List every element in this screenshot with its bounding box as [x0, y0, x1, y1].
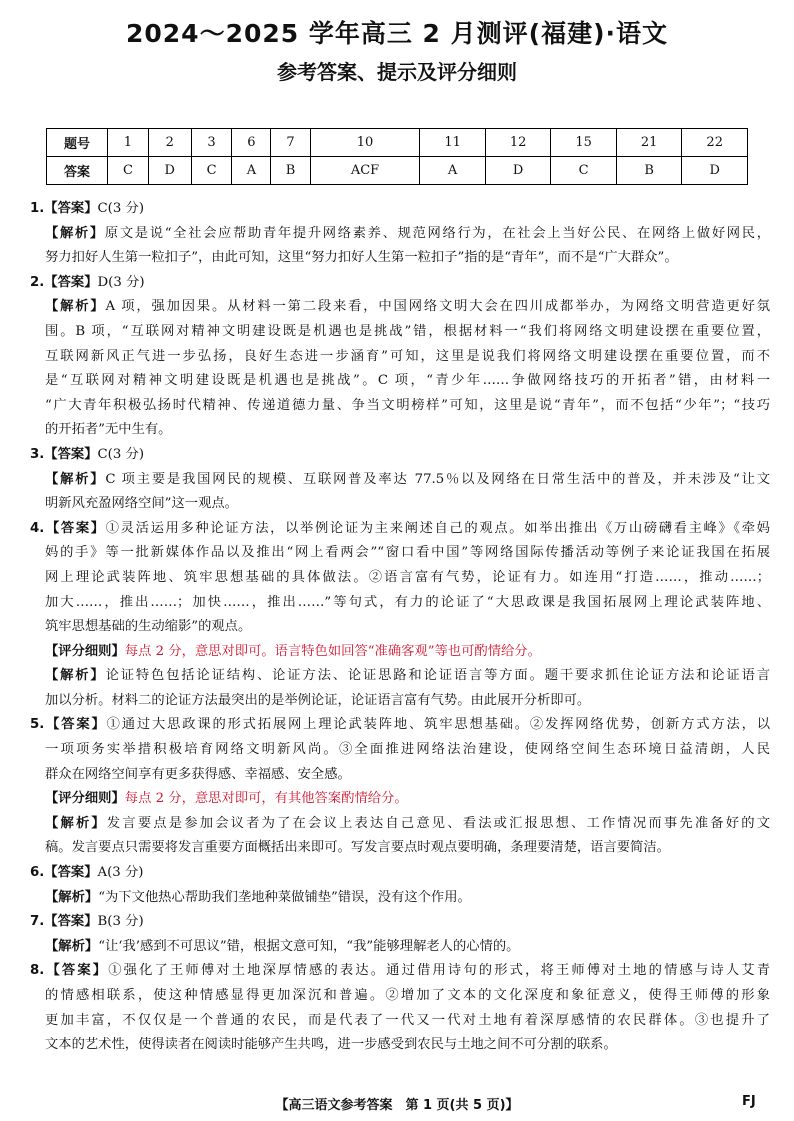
answer-cell: A: [232, 157, 271, 185]
q2-analysis-line: 互联网新风正气进一步弘扬，良好生态进一步涵育”可知，这里是说我们将网络文明建设摆在重要位置，而不: [45, 348, 770, 364]
answer-row: [47, 157, 748, 185]
answer-cell: B: [271, 157, 310, 185]
question-5-block: [30, 713, 770, 861]
question-number-cell: 10: [310, 129, 420, 157]
question-number-cell: 12: [485, 129, 551, 157]
q1-answer: 1.【答案】C(3 分): [30, 201, 145, 216]
q5-scoring-rubric: 【评分细则】每点 2 分，意思对即可，有其他答案酌情给分。: [45, 791, 408, 807]
region-code: FJ: [742, 1094, 756, 1109]
page-subtitle: 参考答案、提示及评分细则: [277, 60, 517, 84]
q8-answer-line: 文本的艺术性，使得读者在阅读时能够产生共鸣，进一步感受到农民与土地之间不可分割的联系。: [45, 1037, 617, 1053]
q5-answer-line: 5.【答案】①通过大思政课的形式拓展网上理论武装阵地、筑牢思想基础。②发挥网络优势，创新方式方法，以: [30, 717, 770, 733]
q6-analysis-line: 【解析】“为下文他热心帮助我们垄地种菜做铺垫”错误，没有这个作用。: [45, 889, 471, 905]
answer-cell: B: [616, 157, 682, 185]
answer-content: [30, 197, 770, 1058]
q3-answer: 3.【答案】C(3 分): [30, 446, 145, 462]
question-number-cell: 22: [682, 129, 748, 157]
question-7-block: [30, 910, 770, 959]
q2-analysis-line: 的开拓者”无中生有。: [45, 422, 172, 438]
answer-cell: C: [551, 157, 617, 185]
q4-answer-line: 加大……，推出……；加快……，推出……”等句式，有力的论证了“大思政课是我国拓展网上理论武装阵地、: [45, 594, 770, 610]
q2-analysis-line: “广大青年积极弘扬时代精神、传递道德力量、争当文明榜样”可知，这里是说“青年”，而不包括“少年”；“技巧: [45, 397, 770, 413]
question-number-cell: 15: [551, 129, 617, 157]
q3-analysis-line: 明新风充盈网络空间”这一观点。: [45, 496, 238, 512]
q8-answer-line: 更加丰富，不仅仅是一个普通的农民，而是代表了一代又一代对土地有着深厚感情的农民群体。③也提升了: [45, 1012, 770, 1028]
q8-answer-line: 8.【答案】①强化了王师傅对土地深厚情感的表达。通过借用诗句的形式，将王师傅对土地的情感与诗人艾青: [30, 963, 771, 979]
question-8-block: [30, 959, 770, 1057]
answer-cell: C: [191, 157, 232, 185]
page-title: 2024～2025 学年高三 2 月测评(福建)·语文: [125, 19, 669, 48]
q2-answer: 2.【答案】D(3 分): [30, 274, 145, 290]
question-2-block: [30, 271, 770, 443]
question-1-block: [30, 197, 770, 271]
question-4-block: [30, 517, 770, 714]
q4-answer-line: 4.【答案】①灵活运用多种论证方法，以举例论证为主来阐述自己的观点。如举出推出《万山磅礴看主峰》《牵妈: [30, 520, 770, 536]
q7-analysis-line: 【解析】“让‘我’感到不可思议”错，根据文意可知，“我”能够理解老人的心情的。: [45, 938, 520, 954]
q4-answer-line: 妈的手》等一批新媒体作品以及推出“网上看两会”“窗口看中国”等网络国际传播活动等例子来论证我国在拓展: [45, 545, 770, 561]
q4-analysis-line: 【解析】论证特色包括论证结构、论证方法、论证思路和论证语言等方面。题干要求抓住论证方法和论证语言: [45, 668, 771, 684]
question-number-cell: 7: [271, 129, 310, 157]
q5-analysis-line: 【解析】发言要点是参加会议者为了在会议上表达自己意见、看法或汇报思想、工作情况而事先准备好的文: [45, 815, 771, 831]
question-number-cell: 2: [148, 129, 191, 157]
question-number-cell: 11: [420, 129, 486, 157]
q2-analysis-line: 是“互联网对精神文明建设既是机遇也是挑战”。C 项，“青少年……争做网络技巧的开拓者”错，由材料一: [45, 373, 770, 389]
q3-analysis-line: 【解析】C 项主要是我国网民的规模、互联网普及率达 77.5％以及网络在日常生活中的普及，并未涉及“让文: [45, 471, 771, 487]
q2-analysis-line: 围。B 项，“互联网对精神文明建设既是机遇也是挑战”错，根据材料一“我们将网络文明建设摆在重要位置，: [45, 323, 770, 339]
q5-analysis-line: 稿。发言要点只需要将发言重要方面概括出来即可。写发言要点时观点要明确，条理要清楚，语言要简洁。: [45, 840, 670, 856]
q6-answer: 6.【答案】A(3 分): [30, 865, 144, 881]
page-footer: 【高三语文参考答案 第 1 页(共 5 页)】: [275, 1098, 519, 1113]
q5-answer-line: 群众在网络空间享有更多获得感、幸福感、安全感。: [45, 766, 351, 782]
q5-answer-line: 一项项务实举措积极培育网络文明新风尚。③全面推进网络法治建设，使网络空间生态环境日益清朗，人民: [45, 742, 770, 758]
q4-scoring-rubric: 【评分细则】每点 2 分，意思对即可。语言特色如回答“准确客观”等也可酌情给分。: [45, 643, 541, 659]
question-number-row: [47, 129, 748, 157]
question-3-block: [30, 443, 770, 517]
answer-cell: A: [420, 157, 486, 185]
q2-analysis-line: 【解析】A 项，强加因果。从材料一第二段来看，中国网络文明大会在四川成都举办，为网络文明营造更好氛: [45, 299, 771, 315]
row-label-answer: 答案: [47, 157, 108, 185]
answer-cell: D: [148, 157, 191, 185]
q4-answer-line: 筑牢思想基础的生动缩影”的观点。: [45, 619, 252, 635]
q1-analysis-line: 努力扣好人生第一粒扣子”，由此可知，这里“努力扣好人生第一粒扣子”指的是“青年”，而不是“广大群众”。: [45, 250, 678, 266]
q4-answer-line: 网上理论武装阵地、筑牢思想基础的具体做法。②语言富有气势，论证有力。如连用“打造……，推动……；: [45, 569, 770, 585]
question-6-block: [30, 861, 770, 910]
q1-analysis-line: 【解析】原文是说“全社会应帮助青年提升网络素养、规范网络行为，在社会上当好公民、在网络上做好网民，: [45, 225, 771, 241]
question-number-cell: 3: [191, 129, 232, 157]
question-number-cell: 21: [616, 129, 682, 157]
q7-answer: 7.【答案】B(3 分): [30, 914, 144, 930]
q8-answer-line: 的情感相联系，使这种情感显得更加深沉和普遍。②增加了文本的文化深度和象征意义，使得王师傅的形象: [45, 988, 770, 1003]
answer-table: [46, 128, 748, 185]
answer-cell: D: [485, 157, 551, 185]
row-label-question: 题号: [47, 129, 108, 157]
answer-cell: C: [108, 157, 149, 185]
answer-cell: D: [682, 157, 748, 185]
question-number-cell: 6: [232, 129, 271, 157]
question-number-cell: 1: [108, 129, 149, 157]
answer-cell: ACF: [310, 157, 420, 185]
q4-analysis-line: 加以分析。材料二的论证方法最突出的是举例论证，论证语言富有气势。由此展开分析即可。: [45, 692, 591, 708]
